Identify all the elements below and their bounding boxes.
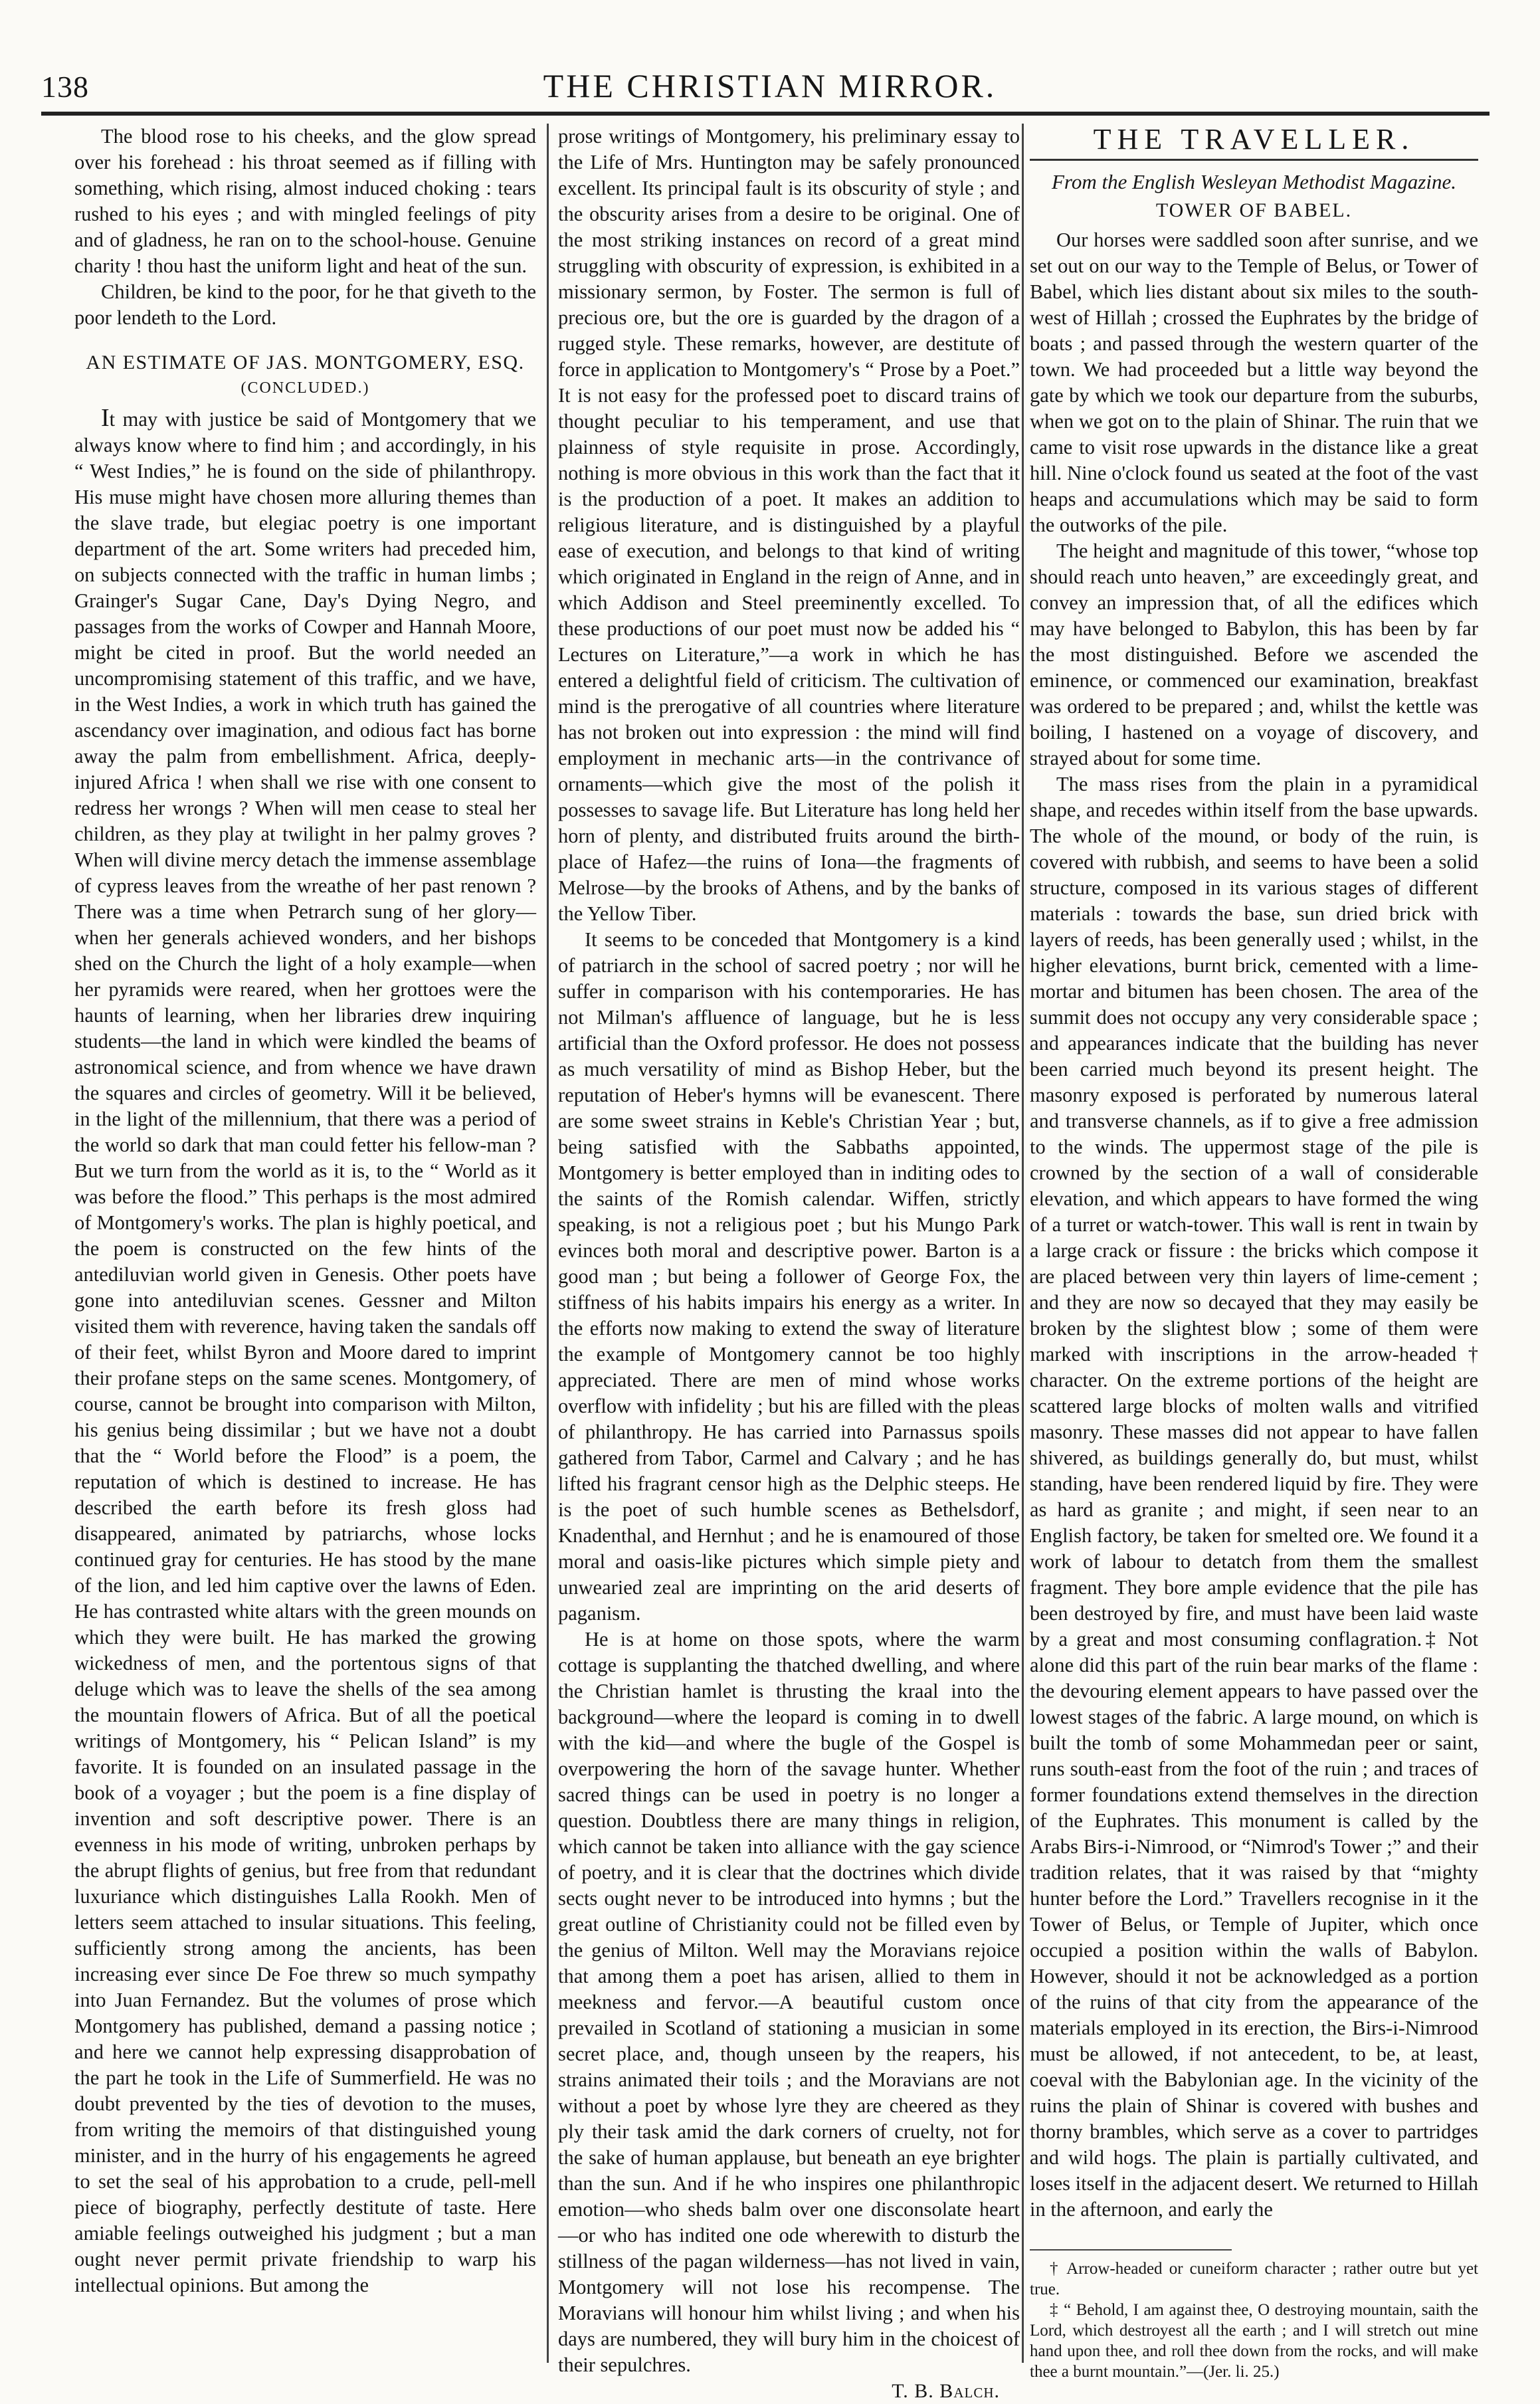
paragraph: The mass rises from the plain in a pyramidical shape, and recedes within itself from the base upwards. The whole of the mound, or body of the ruin, is covered with rubbish, and seems to have been a solid structure, composed in its various stages of different materials : towards the base, sun dried brick with layers of reeds, has been generally used ; whilst, in the higher elevations, burnt brick, cemented with a lime-mortar and bitumen has been chosen. The area of the summit does not occupy any very considerable space ; and appearances indicate that the building has never been carried much beyond its present height. The masonry exposed is perforated by numerous lateral and transverse channels, as if to give a free admission to the winds. The uppermost stage of the pile is crowned by the section of a wall of considerable elevation, and which appears to have formed the wing of a turret or watch-tower. This wall is rent in twain by a large crack or fissure : the bricks which compose it are placed between very thin layers of lime-cement ; and they are now so decayed that they may easily be broken by the slightest blow ; some of them were marked with inscriptions in the arrow-headed† character. On the extreme portions of the height are scattered large blocks of molten walls and vitrified masonry. These masses did not appear to have fallen shivered, as buildings generally do, but must, whilst standing, have been rendered liquid by fire. They were as hard as granite ; and might, if seen near to an English factory, be taken for smelted ore. We found it a work of labour to detatch from them the smallest fragment. They bore ample evidence that the pile has been destroyed by fire, and must have been laid waste by a great and most consuming conflagration.‡ Not alone did this part of the ruin bear marks of the flame : the devouring element appears to have passed over the lowest stages of the fabric. A large mound, on which is built the tomb of some Mohammedan peer or saint, runs south-east from the foot of the ruin ; and traces of former foundations extend themselves in the direction of the Euphrates. This monument is called by the Arabs Birs-i-Nimrood, or “Nimrod's Tower ;” and their tradition relates, that it was raised by that “mighty hunter before the Lord.” Travellers recognise in it the Tower of Belus, or Temple of Jupiter, which once occupied a position within the walls of Babylon. However, should it not be acknowledged as a portion of the ruins of that city from the appearance of the materials employed in its erection, the Birs-i-Nimrood must be allowed, if not antecedent, to be, at least, coeval with the Babylonian age. In the vicinity of the ruins the plain of Shinar is covered with bushes and thorny brambles, which serve as a cover to partridges and wild hogs. The plain is partially cultivated, and loses itself in the adjacent desert. We returned to Hillah in the afternoon, and early the (1030, 773, 1478, 2221)
article-heading: AN ESTIMATE OF JAS. MONTGOMERY, ESQ. (86, 351, 525, 373)
paragraph: It may with justice be said of Montgomery that we always know where to find him ; and accordingly, in his “ West Indies,” he is found on the side of philanthropy. His muse might have chosen more alluring themes than the slave trade, but elegiac poetry is one important department of the art. Some writers had preceded him, on subjects connected with the traffic in human limbs ; Grainger's Sugar Cane, Day's Dying Negro, and passages from the works of Cowper and Hannah Moore, might be cited in proof. But the world needed an uncompromising statement of this traffic, and we have, in the West Indies, a work in which truth has gained the ascendancy over imagination, and odious fact has borne away the palm from embellishment. Africa, deeply-injured Africa ! when shall we rise with one consent to redress her wrongs ? When will men cease to steal her children, as they play at twilight in her palmy groves ? When will divine mercy detach the immense assemblage of cypress leaves from the wreathe of her past renown ? There was a time when Petrarch sung of her glory—when her generals achieved wonders, and her bishops shed on the Church the light of a holy example—when her pyramids were reared, when her grottoes were the haunts of learning, when her libraries drew inquiring students—the land in which were kindled the beams of astronomical science, and from whence we have drawn the squares and circles of geometry. Will it be believed, in the light of the millennium, that there was a period of the world so dark that man could fetter his fellow-man ? But we turn from the world as it is, to the “ World as it was before the flood.” This perhaps is the most admired of Montgomery's works. The plan is highly poetical, and the poem is constructed on the few hints of the antediluvian world given in Genesis. Other poets have gone into antediluvian scenes. Gessner and Milton visited them with reverence, having taken the sandals off of their feet, whilst Byron and Moore dared to imprint their profane steps on the same scenes. Montgomery, of course, cannot be brought into comparison with Milton, his genius being dissimilar ; but we have not a doubt that the “ World before the Flood” is a poem, the reputation of which is destined to increase. He has described the earth before its fresh gloss had disappeared, animated by patriarchs, whose locks continued gray for centuries. He has stood by the mane of the lion, and led him captive over the lawns of Eden. He has contrasted white altars with the green mounds on which they were built. He has marked the growing wickedness of men, and the portentous signs of that deluge which was to leave the shells of the sea among the mountain flowers of Africa. But of all the poetical writings of Montgomery, his “ Pelican Island” is my favorite. It is founded on an insulated passage in the book of a voyager ; but the poem is a fine display of invention and soft descriptive power. There is an evenness in his mode of writing, unbroken perhaps by the abrupt flights of genius, but free from that redundant luxuriance which distinguishes Lalla Rookh. Men of letters seem attached to insular situations. This feeling, sufficiently strong among the ancients, has been increasing ever since De Foe threw so much sympathy into Juan Fernandez. But the volumes of prose which Montgomery has published, demand a passing notice ; and here we cannot help expressing disapprobation of the part he took in the Life of Summerfield. He was no doubt prevented by the ties of devotion to the muses, from writing the memoirs of that distinguished young minister, and in the hurry of his engagements he agreed to set the seal of his approbation to a crude, pell-mell piece of biography, perfectly destitute of taste. Here amiable feelings outweighed his judgment ; but a man ought never permit private friendship to warp his intellectual opinions. But among the (74, 404, 536, 2296)
paragraph: Children, be kind to the poor, for he that giveth to the poor lendeth to the Lord. (74, 280, 536, 329)
paragraph: Our horses were saddled soon after sunrise, and we set out on our way to the Temple of Belus, or Tower of Babel, which lies distant about six miles to the south-west of Hillah ; crossed the Euphrates by the bridge of boats ; and passed through the western quarter of the town. We had proceeded but a little way beyond the gate by which we took our departure from the suburbs, when we got on to the plain of Shinar. The ruin that we came to visit rose upwards in the distance like a great hill. Nine o'clock found us seated at the foot of the vast heaps and accumulations which may be said to form the outworks of the pile. (1030, 229, 1478, 536)
paragraph: He is at home on those spots, where the warm cottage is supplanting the thatched dwelling, and where the Christian hamlet is thrusting the kraal into the background—where the leopard is coming in to dwell with the kid—and where the bugle of the Gospel is overpowering the horn of the savage hunter. Whether sacred things can be used in poetry is no longer a question. Doubtless there are many things in religion, which cannot be taken into alliance with the gay science of poetry, and it is clear that the doctrines which divide sects ought never to be introduced into hymns ; but the great outline of Christianity could not be filled even by the genius of Milton. Well may the Moravians rejoice that among them a poet has arisen, allied to them in meekness and fervor.—A beautiful custom once prevailed in Scotland of stationing a musician in some secret place, and, though unseen by the reapers, his strains animated their toils ; and the Moravians are not without a poet by whose lyre they are cheered as they ply their task amid the dark corners of cruelty, not for the sake of human applause, but beneath an eye brighter than the sun. And if he who inspires one philanthropic emotion—who sheds balm over one disconsolate heart—or who has indited one ode wherewith to disturb the stillness of the pagan wilderness—has not lived in vain, Montgomery will not lose his recompense. The Moravians will honour him whilst living ; and when his days are numbered, they will bury him in the choicest of their sepulchres. (558, 1628, 1020, 2376)
masthead-title: THE CHRISTIAN MIRROR. (543, 67, 997, 104)
section-rule (1030, 159, 1478, 161)
article-heading: TOWER OF BABEL. (1155, 199, 1353, 221)
column-3 (1030, 123, 1478, 2381)
paragraph: The blood rose to his cheeks, and the glow spread over his forehead : his throat seemed as if filling with something, which rising, almost induced choking : tears rushed to his eyes ; and with mingled feelings of pity and of gladness, he ran on to the school-house. Genuine charity ! thou hast the uniform light and heat of the sun. (74, 125, 536, 277)
footnote: † Arrow-headed or cuneiform character ; rather outre but yet true. (1030, 2260, 1478, 2298)
article-subheading: (CONCLUDED.) (241, 379, 370, 397)
footnote: ‡ “ Behold, I am against thee, O destroying mountain, saith the Lord, which destroyest all the earth ; and I will stretch out mine hand upon thee, and roll thee down from the rocks, and will make thee a burnt mountain.”—(Jer. li. 25.) (1030, 2301, 1478, 2381)
section-title: THE TRAVELLER. (1093, 123, 1415, 155)
column-divider (547, 124, 549, 2363)
column-1 (74, 124, 536, 2356)
footnote-rule (1030, 2249, 1232, 2251)
page-number: 138 (41, 70, 89, 104)
source-line: From the English Wesleyan Methodist Magazine. (1051, 170, 1456, 193)
column-2 (558, 124, 1020, 2402)
paragraph: The height and magnitude of this tower, “whose top should reach unto heaven,” are exceedingly great, and convey an impression that, of all the edifices which may have belonged to Babylon, this has been by far the most distinguished. Before we ascended the eminence, or commenced our examination, breakfast was ordered to be prepared ; and, whilst the kettle was boiling, I hastened on a voyage of discovery, and strayed about for some time. (1030, 540, 1478, 769)
masthead-rule (41, 112, 1490, 116)
paragraph: prose writings of Montgomery, his preliminary essay to the Life of Mrs. Huntington may be safely pronounced excellent. Its principal fault is its obscurity of style ; and the obscurity arises from a desire to be original. One of the most striking instances on record of a great mind struggling with obscurity of expression, is exhibited in a missionary sermon, by Foster. The sermon is full of precious ore, but the ore is guarded by the dragon of a rugged style. These remarks, however, are destitute of force in application to Montgomery's “ Prose by a Poet.” It is not easy for the professed poet to discard trains of thought peculiar to his temperament, and use that plainness of style requisite in prose. Accordingly, nothing is more obvious in this work than the fact that it is the production of a poet. It makes an addition to religious literature, and is distinguished by a playful ease of execution, and belongs to that kind of writing which originated in England in the reign of Anne, and in which Addison and Steel preeminently excelled. To these productions of our poet must now be added his “ Lectures on Literature,”—a work in which he has entered a delightful field of criticism. The cultivation of mind is the prerogative of all countries where literature has not broken out into expression : the mind will find employment in mechanic arts—in the contrivance of ornaments—which give the most of the polish it possesses to savage life. But Literature has long held her horn of plenty, and distributed fruits around the birth-place of Hafez—the ruins of Iona—the fragments of Melrose—by the brooks of Athens, and by the banks of the Yellow Tiber. (558, 125, 1020, 925)
paragraph: It seems to be conceded that Montgomery is a kind of patriarch in the school of sacred poetry ; nor will he suffer in comparison with his contemporaries. He has not Milman's affluence of language, but he is less artificial than the Oxford professor. He does not possess as much versatility of mind as Bishop Heber, but the reputation of Heber's hymns will be evanescent. There are some sweet strains in Keble's Christian Year ; but, being satisfied with the Sabbaths appointed, Montgomery is better employed than in inditing odes to the saints of the Romish calendar. Wiffen, strictly speaking, is not a religious poet ; but his Mungo Park evinces both moral and descriptive power. Barton is a good man ; but being a follower of George Fox, the stiffness of his habits impairs his energy as a writer. In the efforts now making to extend the sway of literature the example of Montgomery cannot be too highly appreciated. There are men of mind whose works overflow with infidelity ; but his are filled with the pleas of philanthropy. He has carried into Parnassus spoils gathered from Tabor, Carmel and Calvary ; and he has lifted his fragrant censor high as the Delphic steeps. He is the poet of such humble scenes as Bethelsdorf, Knadenthal, and Hernhut ; and he is enamoured of those moral and oasis-like pictures which simple piety and unwearied zeal are imprinting on the arid deserts of paganism. (558, 928, 1020, 1625)
author-signature: T. B. Balch. (892, 2380, 1000, 2402)
column-divider (1022, 124, 1024, 2363)
